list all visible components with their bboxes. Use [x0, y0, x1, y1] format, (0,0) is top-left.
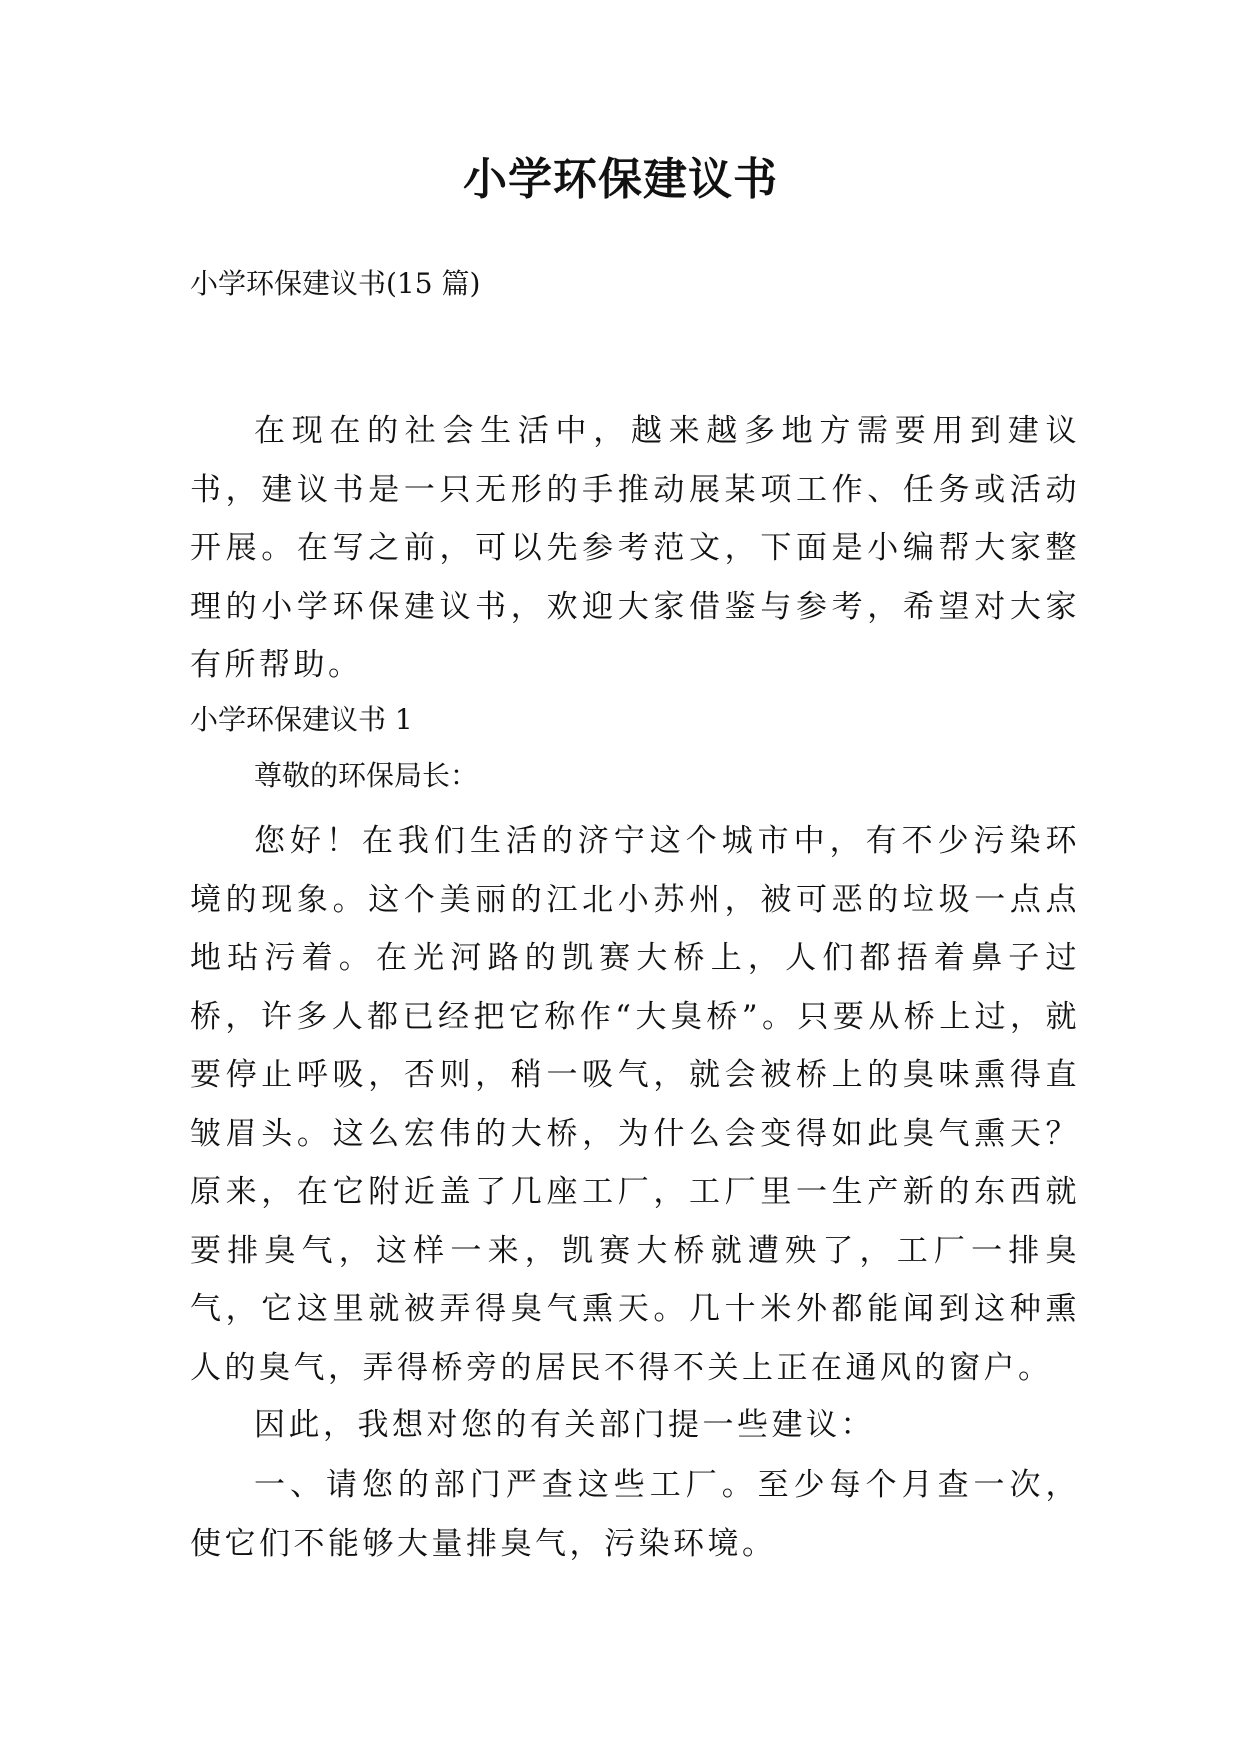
- letter-greeting: 尊敬的环保局长：: [254, 759, 479, 792]
- body-paragraph: 您好！在我们生活的济宁这个城市中，有不少污染环境的现象。这个美丽的江北小苏州，被可恶的垃圾一点点地玷污着。在光河路的凯赛大桥上，人们都捂着鼻子过桥，许多人都已经把它称作“大臭桥”。只要从桥上过，就要停止呼吸，否则，稍一吸气，就会被桥上的臭味熏得直皱眉头。这么宏伟的大桥，为什么会变得如此臭气熏天？原来，在它附近盖了几座工厂，工厂里一生产新的东西就要排臭气，这样一来，凯赛大桥就遭殃了，工厂一排臭气，它这里就被弄得臭气熏天。几十米外都能闻到这种熏人的臭气，弄得桥旁的居民不得不关上正在通风的窗户。: [190, 823, 1080, 1386]
- document-title: 小学环保建议书: [463, 154, 778, 205]
- section-heading: 小学环保建议书 1: [190, 703, 413, 736]
- intro-paragraph: 在现在的社会生活中，越来越多地方需要用到建议书，建议书是一只无形的手推动展某项工作、任务或活动开展。在写之前，可以先参考范文，下面是小编帮大家整理的小学环保建议书，欢迎大家借鉴与参考，希望对大家有所帮助。: [190, 413, 1080, 683]
- body-paragraph: 因此，我想对您的有关部门提一些建议：: [254, 1407, 875, 1443]
- body-paragraph: 一、请您的部门严查这些工厂。至少每个月查一次，使它们不能够大量排臭气，污染环境。: [190, 1467, 1080, 1562]
- document-subtitle: 小学环保建议书(15 篇): [190, 267, 481, 300]
